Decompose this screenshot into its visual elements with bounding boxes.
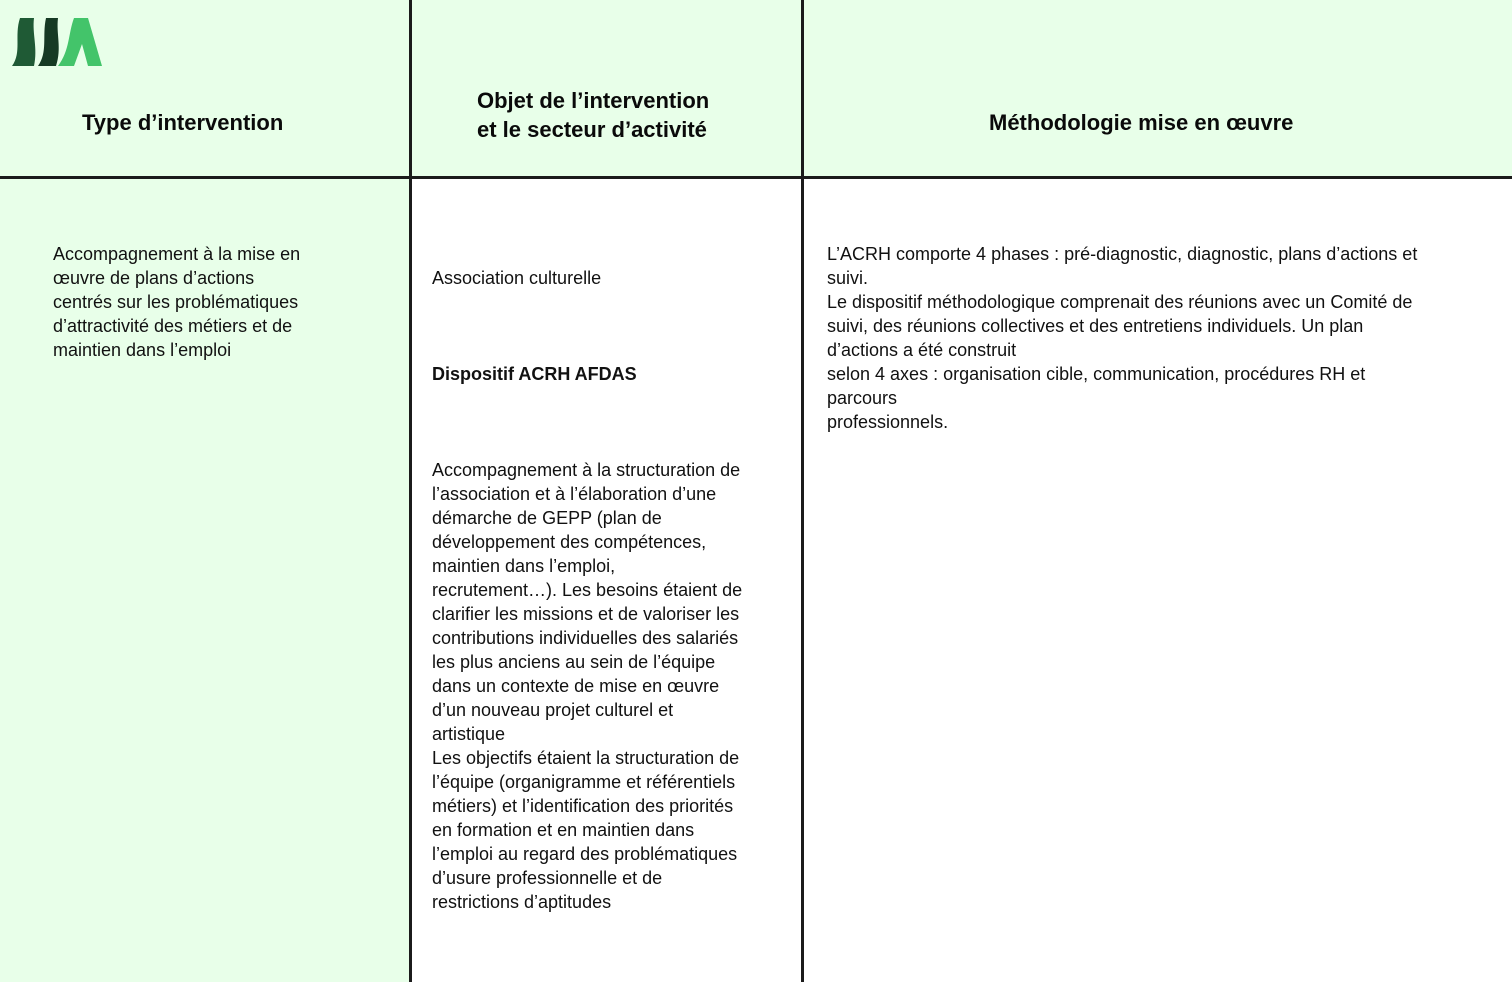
header-method: Méthodologie mise en œuvre [989,110,1294,135]
header-divider [0,176,1512,179]
object-program: Dispositif ACRH AFDAS [432,364,637,384]
column-divider-2 [801,0,804,982]
header-row-background [0,0,1512,177]
logo-i-shape [38,18,59,66]
cell-method: L’ACRH comporte 4 phases : pré-diagnostic, diagnostic, plans d’actions et suivi. Le dispositif méthodologique comprenait des réunions avec un Comité de suivi, des réunions collectives et des entretiens individuels. Un plan d’actions a été construit selon 4 axes : organisation cible, communication, procédures RH et parcours professionnels. [827,244,1418,432]
sia-logo [12,16,104,68]
cell-type: Accompagnement à la mise en œuvre de plans d’actions centrés sur les problématiques d’attractivité des métiers et de maintien dans l’emploi [53,244,301,360]
column-divider-1 [409,0,412,982]
cell-object [432,242,782,938]
object-description: Accompagnement à la structuration de l’association et à l’élaboration d’une démarche de GEPP (plan de développement des compétences, maintien dans l’emploi, recrutement…). Les besoins étaient de clarifier les missions et de valoriser les contributions individuelles des salariés les plus anciens au sein de l’équipe dans un contexte de mise en œuvre d’un nouveau projet culturel et artistique Les objectifs étaient la structuration de l’équipe (organigramme et référentiels métiers) et l’identification des priorités en formation et en maintien dans l’emploi au regard des problématiques d’usure professionnelle et de restrictions d’aptitudes [432,460,743,912]
logo-a-shape [58,18,102,66]
object-sector: Association culturelle [432,268,602,288]
logo-s-shape [12,18,35,66]
header-object: Objet de l’intervention et le secteur d’activité [477,88,710,142]
header-type: Type d’intervention [82,110,284,135]
